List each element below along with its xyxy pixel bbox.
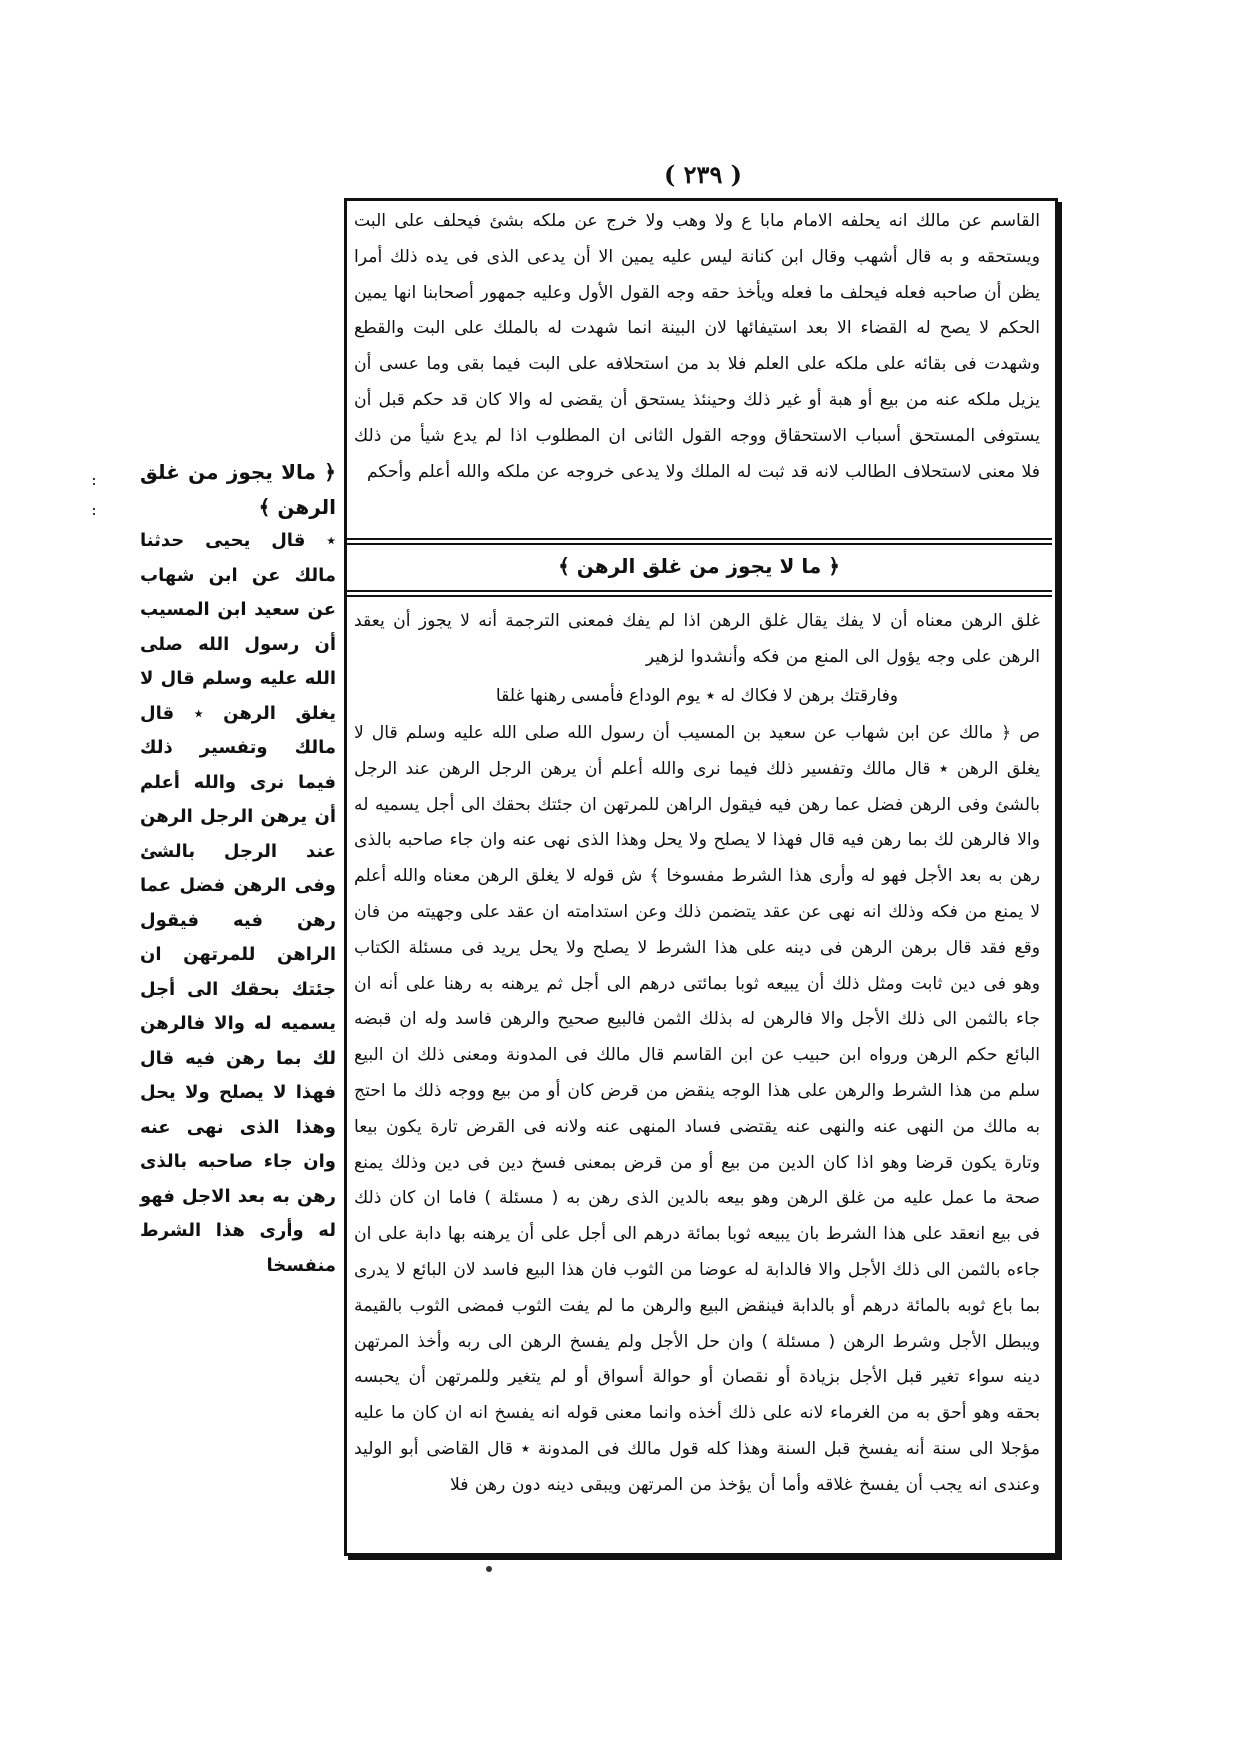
margin-mark: : [91, 500, 97, 519]
chapter-divider-bottom [346, 590, 1052, 597]
poetry-verse: وفارقتك برهن لا فكاك له ٭ يوم الوداع فأمسى رهنها غلقا [495, 686, 899, 706]
main-text-commentary-block: ص ﴿ مالك عن ابن شهاب عن سعيد بن المسيب أن رسول الله صلى الله عليه وسلم قال لا يغلق الرهن ٭ قال مالك وتفسير ذلك فيما نرى والله أعلم أن يرهن الرجل الرهن عند الرجل بالشئ وفى الرهن فضل عما رهن فيه فيقول الراهن للمرتهن ان جئتك بحقك الى أجل يسميه له والا فالرهن لك بما رهن فيه قال فهذا لا يصلح ولا يحل وهذا الذى نهى عنه وان جاء صاحبه بالذى رهن به بعد الأجل فهو له وأرى هذا الشرط مفسوخا ﴾ ش قوله لا يغلق الرهن معناه والله أعلم لا يمنع من فكه وذلك انه نهى عن عقد يتضمن ذلك وعن استدامته ان عقد على وجهيته من فان وقع فقد قال برهن الرهن فى دينه على هذا الشرط لا يصلح ولا يحل يريد فى مسئلة الكتاب وهو فى دين ثابت ومثل ذلك أن يبيعه ثوبا بمائتى درهم الى أجل ثم يرهنه به رهنا على أنه ان جاء بالثمن الى ذلك الأجل والا فالرهن له بذلك الثمن فالبيع صحيح والرهن فاسد وله ان قبضه البائع حكم الرهن ورواه ابن حبيب عن ابن القاسم قال مالك فى المدونة ومعنى ذلك ان البيع سلم من هذا الشرط والرهن على هذا الوجه ينقض من قرض كان أو من بيع ووجه ذلك ما احتج به مالك من النهى عنه والنهى عنه يقتضى فساد المنهى عنه ولانه فى القرض تارة يكون بيعا وتارة يكون قرضا وهو اذا كان الدين من بيع أو من قرض بمعنى فسخ دين فى دين وذلك يمنع صحة ما عمل عليه من غلق الرهن وهو بيعه بالدين الذى رهن به ( مسئلة ) فاما ان كان ذلك فى بيع انعقد على هذا الشرط بان يبيعه ثوبا بمائة درهم الى أجل على أن يرهنه بها دابة على ان جاءه بالثمن الى ذلك الأجل والا فالدابة له عوضا من الثوب فان هذا البيع فاسد لان البائع لا يدرى بما باع ثوبه بالمائة درهم أو بالدابة فينقض البيع والرهن ما لم يفت الثوب فمضى الثوب بالقيمة ويبطل الأجل وشرط الرهن ( مسئلة ) وان حل الأجل ولم يفسخ الرهن الى ربه وأخذ المرتهن دينه سواء تغير قبل الأجل بزيادة أو نقصان أو حوالة أسواق أو لم يتغير وللمرتهن أن يحبسه بحقه وهو أحق به من الغرماء لانه على ذلك أخذه وانما معنى قوله انه يفسخ انه ان كان ما عليه مؤجلا الى سنة أنه يفسخ قبل السنة وهذا كله قول مالك فى المدونة ٭ قال القاضى أبو الوليد وعندى انه يجب أن يفسخ غلاقه وأما أن يؤخذ من المرتهن ويبقى دينه دون رهن فلا [354, 723, 1040, 1495]
margin-note-text: ٭ قال يحيى حدثنا مالك عن ابن شهاب عن سعيد ابن المسيب أن رسول الله صلى الله عليه وسلم قال لا يغلق الرهن ٭ قال مالك وتفسير ذلك فيما نرى والله أعلم أن يرهن الرجل الرهن عند الرجل بالشئ وفى الرهن فضل عما رهن فيه فيقول الراهن للمرتهن ان جئتك بحقك الى أجل يسميه له والا فالرهن لك بما رهن فيه قال فهذا لا يصلح ولا يحل وهذا الذى نهى عنه وان جاء صاحبه بالذى رهن به بعد الاجل فهو له وأرى هذا الشرط منفسخا [140, 530, 336, 1276]
ink-dot [486, 1566, 492, 1572]
chapter-divider-top [346, 538, 1052, 545]
main-text-intro-block: غلق الرهن معناه أن لا يفك يقال غلق الرهن اذا لم يفك فمعنى الترجمة أنه لا يجوز أن يعقد الرهن على وجه يؤول الى المنع من فكه وأنشدوا لزهير [354, 611, 1040, 667]
chapter-heading: ﴿ ما لا يجوز من غلق الرهن ﴾ [558, 554, 840, 578]
margin-mark: : [91, 470, 97, 489]
margin-note-title: ﴿ مالا يجوز من غلق الرهن ﴾ [140, 460, 336, 519]
page-number: ( ٢٣٩ ) [663, 160, 743, 189]
margin-note [140, 455, 336, 1283]
main-text-top-block: القاسم عن مالك انه يحلفه الامام مابا ع ولا وهب ولا خرج عن ملكه بشئ فيحلف على البت ويستحقه و به قال أشهب وقال ابن كنانة ليس عليه يمين الا أن يدعى الذى فى يده ذلك أمرا يظن أن صاحبه فعله فيحلف ما فعله ويأخذ حقه وجه القول الأول وعليه جمهور أصحابنا انها يمين الحكم لا يصح له القضاء الا بعد استيفائها لان البينة انما شهدت له بالملك على البت والقطع وشهدت فى بقائه على ملكه على العلم فلا بد من استحلافه على البت فيما بقى وما عسى أن يزيل ملكه عنه من بيع أو هبة أو غير ذلك وحينئذ يستحق أن يقضى له والا كان قد حكم قبل أن يستوفى المستحق أسباب الاستحقاق ووجه القول الثانى ان المطلوب اذا لم يدع شيأ من ذلك فلا معنى لاستحلاف الطالب لانه قد ثبت له الملك ولا يدعى خروجه عن ملكه والله أعلم وأحكم [354, 211, 1040, 482]
